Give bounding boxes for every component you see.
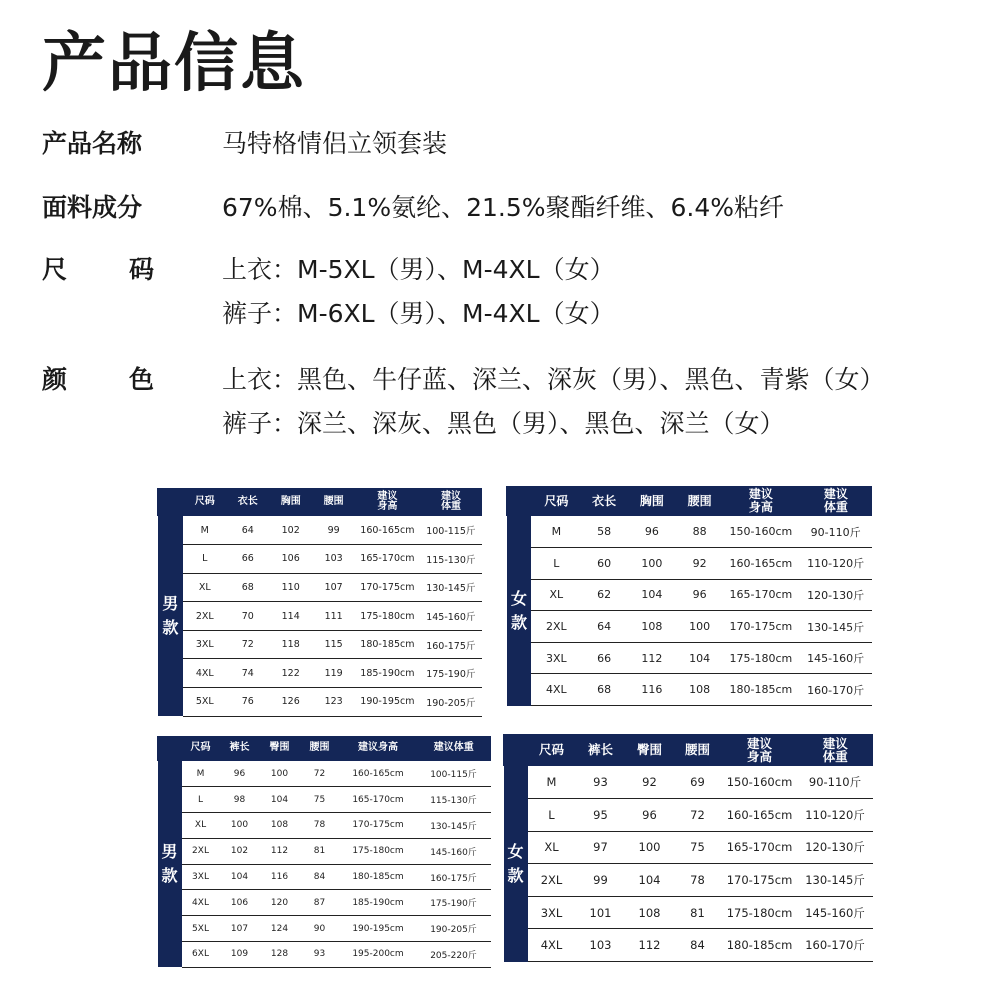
table-cell: 6XL xyxy=(182,942,220,968)
table-cell: 120 xyxy=(260,890,300,916)
table-cell: XL xyxy=(183,573,226,602)
table-cell: 120-130斤 xyxy=(799,579,872,611)
table-cell: 100-115斤 xyxy=(417,761,491,787)
table-cell: L xyxy=(531,548,581,580)
table-cell: 100 xyxy=(677,611,723,643)
table-cell: 190-195cm xyxy=(355,688,419,717)
table-cell: 64 xyxy=(226,516,269,545)
color-value-pants: 裤子：深兰、深灰、黑色（男）、黑色、深兰（女） xyxy=(222,409,785,438)
table-cell: 93 xyxy=(576,766,626,799)
table-cell: 75 xyxy=(674,831,722,864)
table-cell: 120-130斤 xyxy=(798,831,873,864)
table-cell: 111 xyxy=(312,602,355,631)
women-pants-size-table xyxy=(503,734,873,962)
table-cell: 106 xyxy=(220,890,260,916)
column-header: 胸围 xyxy=(627,486,677,516)
table-cell: 4XL xyxy=(528,929,576,962)
table-cell: 116 xyxy=(627,674,677,706)
table-row xyxy=(158,545,483,574)
table-cell: 130-145斤 xyxy=(798,864,873,897)
column-header: 衣长 xyxy=(581,486,627,516)
table-cell: 175-180cm xyxy=(722,896,798,929)
column-header: 腰围 xyxy=(674,734,722,766)
table-cell: 90 xyxy=(300,916,340,942)
table-cell: 3XL xyxy=(183,630,226,659)
table-row xyxy=(507,579,873,611)
table-cell: 100 xyxy=(220,813,260,839)
table-cell: 69 xyxy=(674,766,722,799)
table-cell: 205-220斤 xyxy=(417,942,491,968)
table-row xyxy=(504,896,873,929)
table-row xyxy=(504,929,873,962)
table-cell: 93 xyxy=(300,942,340,968)
table-cell: 112 xyxy=(627,642,677,674)
column-header: 建议身高 xyxy=(340,736,417,761)
column-header: 建议 体重 xyxy=(799,486,872,516)
table-cell: 160-175斤 xyxy=(417,864,491,890)
column-header: 尺码 xyxy=(528,734,576,766)
table-corner xyxy=(504,734,528,766)
gender-side-label: 男 款 xyxy=(158,761,182,967)
table-cell: 150-160cm xyxy=(722,516,799,548)
table-row xyxy=(507,611,873,643)
table-cell: 180-185cm xyxy=(722,674,799,706)
table-cell: 165-170cm xyxy=(722,831,798,864)
table-cell: 119 xyxy=(312,659,355,688)
table-cell: 62 xyxy=(581,579,627,611)
table-cell: 115-130斤 xyxy=(417,787,491,813)
table-cell: 96 xyxy=(626,799,674,832)
table-cell: 4XL xyxy=(531,674,581,706)
table-cell: 64 xyxy=(581,611,627,643)
table-cell: 130-145斤 xyxy=(799,611,872,643)
table-cell: 165-170cm xyxy=(722,579,799,611)
table-cell: 4XL xyxy=(182,890,220,916)
table-row xyxy=(158,516,483,545)
table-cell: 78 xyxy=(300,813,340,839)
table-cell: 190-195cm xyxy=(340,916,417,942)
column-header: 腰围 xyxy=(300,736,340,761)
column-header: 建议 身高 xyxy=(355,488,419,516)
table-cell: 72 xyxy=(674,799,722,832)
gender-side-label: 女 款 xyxy=(507,516,532,706)
table-cell: 66 xyxy=(581,642,627,674)
table-cell: 112 xyxy=(626,929,674,962)
info-label-fabric: 面料成分 xyxy=(42,193,143,222)
table-cell: XL xyxy=(182,813,220,839)
table-cell: 3XL xyxy=(528,896,576,929)
table-row xyxy=(158,573,483,602)
table-cell: 2XL xyxy=(182,838,220,864)
table-row xyxy=(504,799,873,832)
table-cell: 3XL xyxy=(531,642,581,674)
table-cell: 185-190cm xyxy=(355,659,419,688)
table-cell: M xyxy=(183,516,226,545)
table-cell: M xyxy=(182,761,220,787)
table-cell: 96 xyxy=(627,516,677,548)
table-row xyxy=(158,787,491,813)
table-cell: 100-115斤 xyxy=(420,516,482,545)
column-header: 腰围 xyxy=(677,486,723,516)
size-value-pants: 裤子：M-6XL（男）、M-4XL（女） xyxy=(222,299,615,328)
table-cell: 124 xyxy=(260,916,300,942)
info-label-product-name: 产品名称 xyxy=(42,129,143,158)
table-cell: 112 xyxy=(260,838,300,864)
table-row xyxy=(504,766,873,799)
table-row xyxy=(507,642,873,674)
table-cell: 104 xyxy=(626,864,674,897)
table-cell: 190-205斤 xyxy=(417,916,491,942)
product-name-value: 马特格情侣立领套装 xyxy=(222,129,448,158)
table-cell: 160-175斤 xyxy=(420,630,482,659)
table-cell: 72 xyxy=(300,761,340,787)
table-cell: 170-175cm xyxy=(722,611,799,643)
size-value-top: 上衣：M-5XL（男）、M-4XL（女） xyxy=(222,255,615,284)
table-cell: 2XL xyxy=(183,602,226,631)
table-cell: 5XL xyxy=(182,916,220,942)
table-cell: 96 xyxy=(220,761,260,787)
table-cell: 145-160斤 xyxy=(798,896,873,929)
column-header: 臀围 xyxy=(626,734,674,766)
table-cell: 165-170cm xyxy=(355,545,419,574)
table-cell: 110-120斤 xyxy=(798,799,873,832)
table-row xyxy=(158,864,491,890)
table-corner xyxy=(158,488,184,516)
gender-side-label: 男 款 xyxy=(158,516,184,716)
table-cell: 126 xyxy=(269,688,312,717)
table-cell: 130-145斤 xyxy=(420,573,482,602)
table-cell: 190-205斤 xyxy=(420,688,482,717)
table-cell: XL xyxy=(531,579,581,611)
table-cell: 58 xyxy=(581,516,627,548)
table-cell: 104 xyxy=(260,787,300,813)
table-cell: 180-185cm xyxy=(355,630,419,659)
table-header-row xyxy=(158,736,491,761)
table-row xyxy=(158,916,491,942)
table-cell: 2XL xyxy=(531,611,581,643)
column-header: 臀围 xyxy=(260,736,300,761)
table-cell: 160-165cm xyxy=(722,548,799,580)
table-cell: 115-130斤 xyxy=(420,545,482,574)
table-cell: 170-175cm xyxy=(355,573,419,602)
column-header: 衣长 xyxy=(226,488,269,516)
men-pants-size-table xyxy=(157,736,491,968)
column-header: 建议 身高 xyxy=(722,486,799,516)
table-row xyxy=(158,813,491,839)
men-top-size-table xyxy=(157,488,482,717)
table-cell: 104 xyxy=(627,579,677,611)
table-cell: 108 xyxy=(260,813,300,839)
table-row xyxy=(158,942,491,968)
table-cell: 72 xyxy=(226,630,269,659)
table-cell: 98 xyxy=(220,787,260,813)
table-cell: 92 xyxy=(677,548,723,580)
table-cell: 99 xyxy=(576,864,626,897)
table-cell: 68 xyxy=(581,674,627,706)
column-header: 胸围 xyxy=(269,488,312,516)
fabric-value: 67%棉、5.1%氨纶、21.5%聚酯纤维、6.4%粘纤 xyxy=(222,193,785,222)
table-cell: L xyxy=(528,799,576,832)
table-cell: 107 xyxy=(220,916,260,942)
table-cell: 175-180cm xyxy=(355,602,419,631)
table-cell: 106 xyxy=(269,545,312,574)
table-cell: 101 xyxy=(576,896,626,929)
table-cell: M xyxy=(528,766,576,799)
table-cell: 175-190斤 xyxy=(420,659,482,688)
table-row xyxy=(504,831,873,864)
table-cell: 3XL xyxy=(182,864,220,890)
table-cell: 108 xyxy=(626,896,674,929)
table-cell: 102 xyxy=(269,516,312,545)
table-cell: 84 xyxy=(300,864,340,890)
table-cell: 99 xyxy=(312,516,355,545)
gender-side-label: 女 款 xyxy=(504,766,528,962)
table-row xyxy=(158,688,483,717)
table-cell: 95 xyxy=(576,799,626,832)
table-row xyxy=(158,659,483,688)
table-corner xyxy=(158,736,182,761)
table-cell: 87 xyxy=(300,890,340,916)
table-cell: 160-170斤 xyxy=(798,929,873,962)
table-cell: 103 xyxy=(576,929,626,962)
table-cell: L xyxy=(182,787,220,813)
table-cell: 75 xyxy=(300,787,340,813)
table-cell: 104 xyxy=(220,864,260,890)
column-header: 尺码 xyxy=(183,488,226,516)
column-header: 尺码 xyxy=(182,736,220,761)
table-cell: 90-110斤 xyxy=(798,766,873,799)
table-cell: 70 xyxy=(226,602,269,631)
table-cell: 122 xyxy=(269,659,312,688)
table-header-row xyxy=(158,488,483,516)
women-top-size-table xyxy=(506,486,872,706)
table-cell: 88 xyxy=(677,516,723,548)
table-cell: 160-170斤 xyxy=(799,674,872,706)
page-title: 产品信息 xyxy=(42,27,306,101)
table-cell: 100 xyxy=(626,831,674,864)
table-cell: 97 xyxy=(576,831,626,864)
column-header: 裤长 xyxy=(220,736,260,761)
column-header: 尺码 xyxy=(531,486,581,516)
table-cell: 103 xyxy=(312,545,355,574)
table-cell: 110 xyxy=(269,573,312,602)
table-cell: 150-160cm xyxy=(722,766,798,799)
table-cell: 160-165cm xyxy=(722,799,798,832)
table-cell: 100 xyxy=(627,548,677,580)
table-cell: 123 xyxy=(312,688,355,717)
color-value-top: 上衣：黑色、牛仔蓝、深兰、深灰（男）、黑色、青紫（女） xyxy=(222,365,885,394)
column-header: 建议 体重 xyxy=(420,488,482,516)
table-cell: 145-160斤 xyxy=(799,642,872,674)
table-row xyxy=(158,838,491,864)
table-cell: 175-180cm xyxy=(340,838,417,864)
table-cell: 104 xyxy=(677,642,723,674)
table-cell: 118 xyxy=(269,630,312,659)
table-row xyxy=(158,890,491,916)
table-cell: 81 xyxy=(674,896,722,929)
table-cell: 78 xyxy=(674,864,722,897)
column-header: 腰围 xyxy=(312,488,355,516)
table-cell: XL xyxy=(528,831,576,864)
table-cell: 170-175cm xyxy=(722,864,798,897)
table-cell: 2XL xyxy=(528,864,576,897)
table-cell: 68 xyxy=(226,573,269,602)
table-cell: 130-145斤 xyxy=(417,813,491,839)
column-header: 裤长 xyxy=(576,734,626,766)
table-cell: 81 xyxy=(300,838,340,864)
table-cell: 170-175cm xyxy=(340,813,417,839)
table-cell: 107 xyxy=(312,573,355,602)
column-header: 建议体重 xyxy=(417,736,491,761)
table-cell: 160-165cm xyxy=(355,516,419,545)
table-cell: 102 xyxy=(220,838,260,864)
table-header-row xyxy=(507,486,873,516)
column-header: 建议 身高 xyxy=(722,734,798,766)
table-cell: 100 xyxy=(260,761,300,787)
table-cell: 180-185cm xyxy=(340,864,417,890)
table-row xyxy=(504,864,873,897)
table-cell: 116 xyxy=(260,864,300,890)
table-cell: 66 xyxy=(226,545,269,574)
table-cell: 175-180cm xyxy=(722,642,799,674)
table-cell: 108 xyxy=(627,611,677,643)
table-cell: 180-185cm xyxy=(722,929,798,962)
table-cell: 109 xyxy=(220,942,260,968)
table-cell: 175-190斤 xyxy=(417,890,491,916)
table-cell: 74 xyxy=(226,659,269,688)
table-row xyxy=(158,761,491,787)
table-cell: 185-190cm xyxy=(340,890,417,916)
table-cell: 92 xyxy=(626,766,674,799)
table-cell: 115 xyxy=(312,630,355,659)
table-cell: 96 xyxy=(677,579,723,611)
table-header-row xyxy=(504,734,873,766)
table-cell: 76 xyxy=(226,688,269,717)
column-header: 建议 体重 xyxy=(798,734,873,766)
table-cell: 145-160斤 xyxy=(420,602,482,631)
table-cell: 114 xyxy=(269,602,312,631)
table-cell: M xyxy=(531,516,581,548)
table-cell: 108 xyxy=(677,674,723,706)
info-label-color: 颜 色 xyxy=(42,365,154,394)
table-cell: 128 xyxy=(260,942,300,968)
table-cell: 90-110斤 xyxy=(799,516,872,548)
table-row xyxy=(158,630,483,659)
table-row xyxy=(507,516,873,548)
table-cell: 145-160斤 xyxy=(417,838,491,864)
table-corner xyxy=(507,486,532,516)
table-row xyxy=(507,548,873,580)
table-cell: 195-200cm xyxy=(340,942,417,968)
table-cell: 160-165cm xyxy=(340,761,417,787)
table-cell: 5XL xyxy=(183,688,226,717)
table-cell: 110-120斤 xyxy=(799,548,872,580)
table-row xyxy=(507,674,873,706)
table-cell: 4XL xyxy=(183,659,226,688)
table-cell: L xyxy=(183,545,226,574)
table-cell: 60 xyxy=(581,548,627,580)
info-label-size: 尺 码 xyxy=(42,255,154,284)
table-row xyxy=(158,602,483,631)
table-cell: 84 xyxy=(674,929,722,962)
table-cell: 165-170cm xyxy=(340,787,417,813)
